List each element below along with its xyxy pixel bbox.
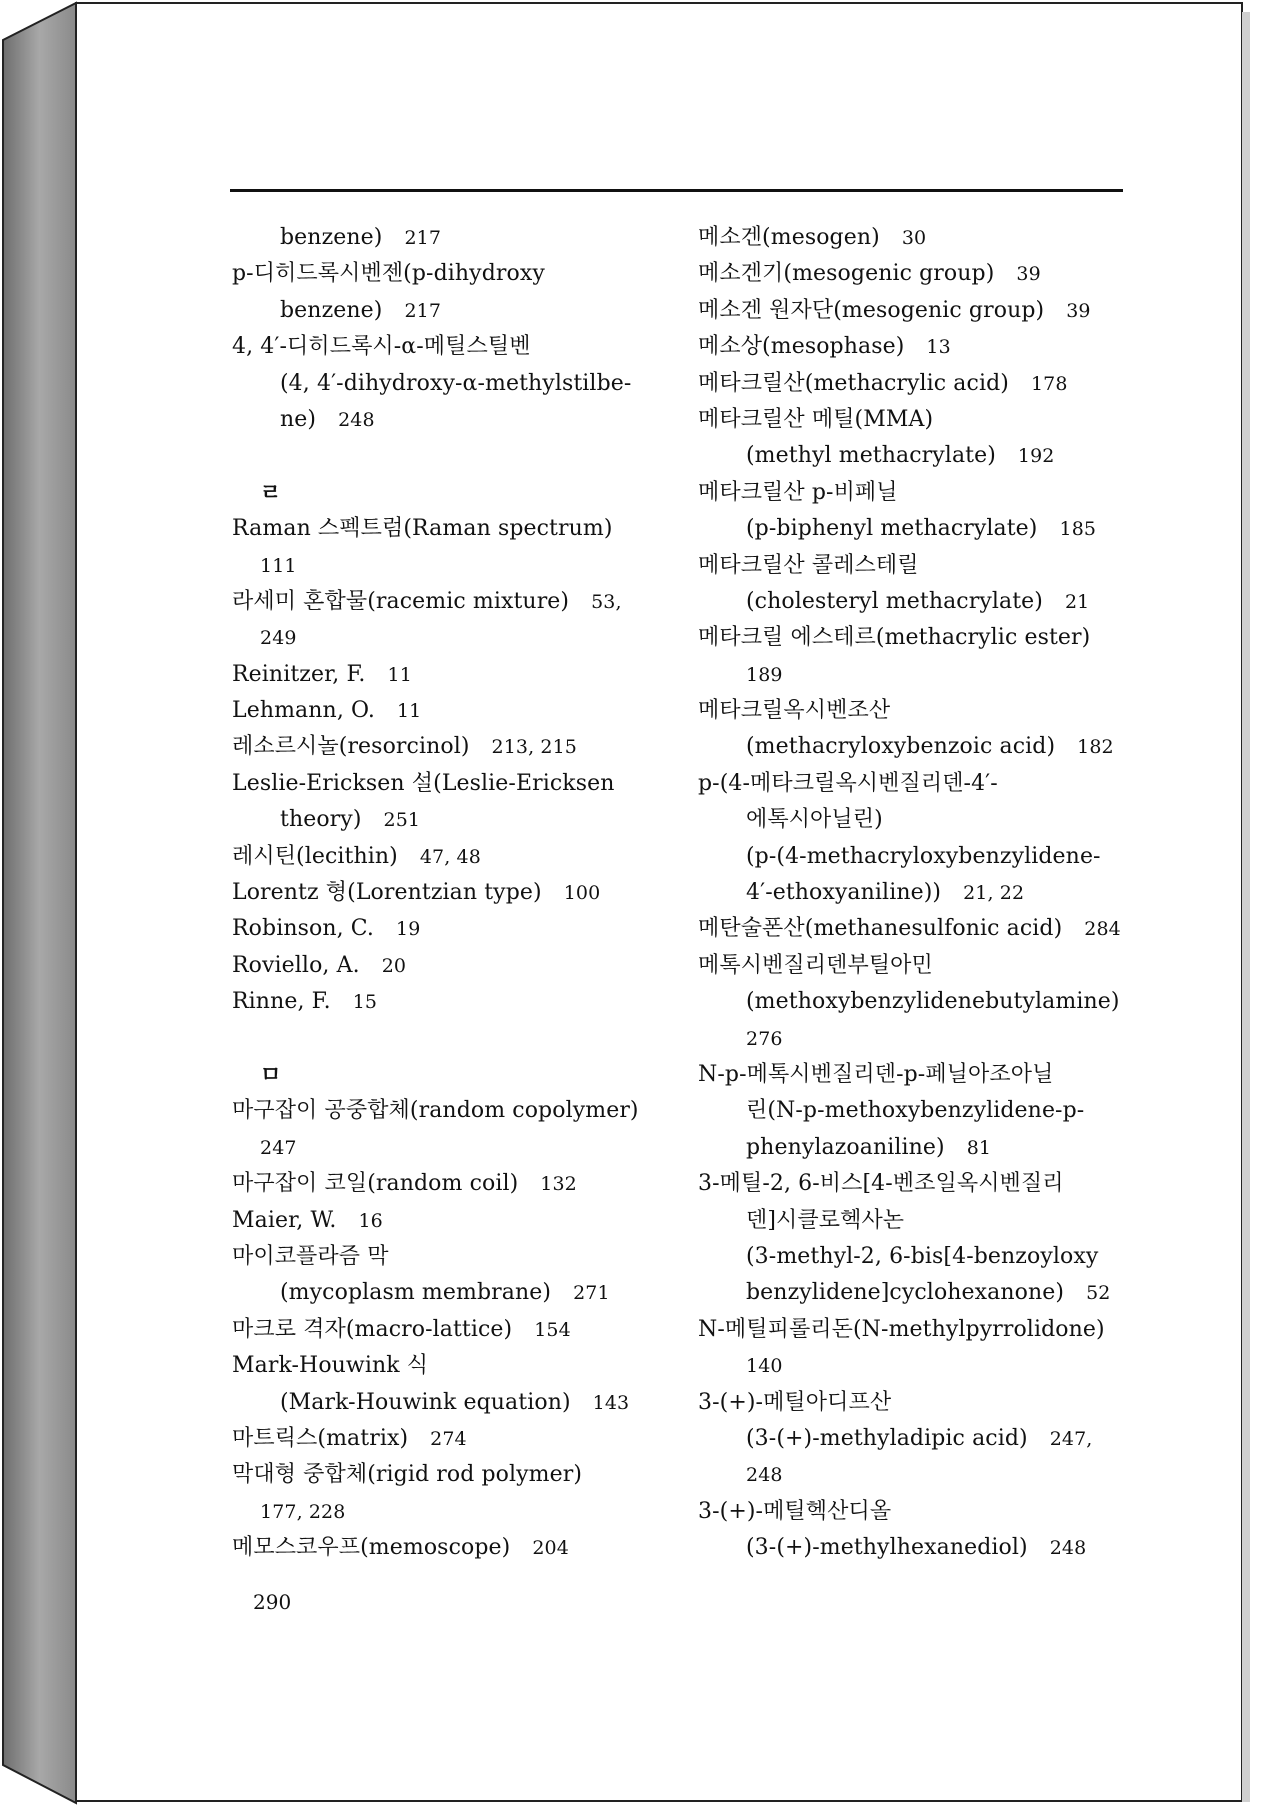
- index-entry: [232, 1239, 682, 1275]
- index-entry: [232, 1494, 682, 1530]
- entry-term: Rinne, F.: [232, 989, 331, 1015]
- entry-term: (4, 4′-dihydroxy-α-methylstilbe-: [280, 370, 632, 396]
- entry-pages: 132: [540, 1173, 577, 1196]
- index-entry: [698, 256, 1128, 292]
- entry-pages: 248: [1049, 1537, 1087, 1560]
- header-rule: [230, 189, 1123, 192]
- index-entry: [232, 584, 682, 620]
- entry-term: Leslie-Ericksen 설(Leslie-Ericksen: [232, 770, 615, 796]
- entry-term: 메소겐 원자단(mesogenic group): [698, 297, 1045, 323]
- index-entry: [698, 766, 1128, 802]
- index-entry: [698, 875, 1128, 911]
- entry-pages: 185: [1059, 518, 1097, 541]
- entry-pages: 11: [396, 700, 422, 723]
- index-entry: [232, 657, 682, 693]
- entry-term: 3-메틸-2, 6-비스[4-벤조일옥시벤질리: [698, 1171, 1064, 1197]
- entry-term: 메타크릴산 메틸(MMA): [698, 406, 934, 432]
- entry-term: 4′-ethoxyaniline)): [746, 880, 942, 906]
- entry-term: (Mark-Houwink equation): [280, 1389, 571, 1415]
- entry-pages: 39: [1066, 299, 1091, 322]
- index-entry: [698, 1130, 1128, 1166]
- entry-pages: 178: [1030, 372, 1068, 395]
- entry-pages: 53,: [591, 590, 622, 613]
- blank-line: [232, 1021, 682, 1057]
- index-entry: [232, 620, 682, 656]
- entry-pages: 21: [1064, 590, 1090, 613]
- entry-term: 에톡시아닐린): [746, 807, 883, 833]
- index-entry: [698, 1530, 1128, 1566]
- entry-term: 메타크릴옥시벤조산: [698, 698, 891, 724]
- index-entry: [232, 1348, 682, 1384]
- index-entry: [232, 1166, 682, 1202]
- index-entry: [698, 220, 1128, 256]
- entry-pages: 217: [404, 227, 442, 249]
- index-entry: [698, 293, 1128, 329]
- index-entry: [232, 948, 682, 984]
- index-entry: [698, 366, 1128, 402]
- index-entry: [698, 1385, 1128, 1421]
- entry-term: 마구잡이 코일(random coil): [232, 1171, 519, 1197]
- entry-pages: 192: [1017, 445, 1055, 468]
- entry-term: (3-(+)-methyladipic acid): [746, 1425, 1028, 1451]
- index-entry: [698, 802, 1128, 838]
- entry-term: 3-(+)-메틸헥산디올: [698, 1498, 892, 1524]
- entry-term: 레소르시놀(resorcinol): [232, 734, 470, 760]
- entry-pages: 52: [1086, 1282, 1111, 1305]
- index-entry: [232, 729, 682, 765]
- section-heading: ㅁ: [260, 1061, 282, 1088]
- index-column-right: [698, 220, 1128, 1566]
- index-entry: [232, 293, 682, 329]
- index-entry: [698, 657, 1128, 693]
- entry-term: Lorentz 형(Lorentzian type): [232, 880, 542, 906]
- entry-term: 라세미 혼합물(racemic mixture): [232, 588, 570, 614]
- entry-term: N-메틸피롤리돈(N-methylpyrrolidone): [698, 1316, 1105, 1342]
- entry-term: Reinitzer, F.: [232, 661, 366, 687]
- entry-term: p-(4-메타크릴옥시벤질리덴-4′-: [698, 770, 998, 796]
- index-entry: [232, 1130, 682, 1166]
- entry-term: 메소겐기(mesogenic group): [698, 261, 995, 287]
- index-entry: [232, 1530, 682, 1566]
- entry-pages: 81: [966, 1136, 992, 1159]
- entry-term: Roviello, A.: [232, 952, 360, 978]
- entry-term: Lehmann, O.: [232, 698, 375, 724]
- section-heading: ㄹ: [260, 479, 282, 506]
- entry-term: 4, 4′-디히드록시-α-메틸스틸벤: [232, 334, 531, 360]
- entry-term: 메모스코우프(memoscope): [232, 1535, 511, 1561]
- index-entry: [698, 1348, 1128, 1384]
- entry-term: 메소상(mesophase): [698, 334, 905, 360]
- entry-term: 메타크릴 에스테르(methacrylic ester): [698, 625, 1091, 651]
- entry-pages: 30: [901, 227, 927, 249]
- index-entry: [232, 1421, 682, 1457]
- index-entry: [232, 839, 682, 875]
- blank-line: [232, 438, 682, 474]
- entry-pages: 111: [260, 554, 297, 577]
- entry-pages: 19: [396, 918, 421, 941]
- index-entry: [698, 329, 1128, 365]
- entry-term: (mycoplasm membrane): [280, 1280, 552, 1306]
- entry-pages: 248: [338, 408, 375, 431]
- index-entry: [232, 766, 682, 802]
- entry-pages: 247,: [1049, 1427, 1093, 1450]
- entry-pages: 20: [381, 954, 407, 977]
- entry-term: (3-methyl-2, 6-bis[4-benzoyloxy: [746, 1243, 1099, 1269]
- index-entry: [232, 329, 682, 365]
- entry-pages: 140: [746, 1355, 783, 1378]
- index-entry: [698, 1021, 1128, 1057]
- entry-term: benzene): [280, 225, 383, 250]
- entry-term: 메소겐(mesogen): [698, 225, 880, 250]
- entry-term: (methacryloxybenzoic acid): [746, 734, 1056, 760]
- entry-pages: 11: [387, 663, 412, 686]
- index-entry: [232, 1093, 682, 1129]
- entry-pages: 251: [383, 809, 421, 832]
- index-entry: [232, 511, 682, 547]
- index-entry: [698, 475, 1128, 511]
- entry-term: N-p-메톡시벤질리덴-p-페닐아조아닐: [698, 1061, 1054, 1087]
- entry-pages: 247: [260, 1136, 297, 1159]
- entry-pages: 182: [1077, 736, 1114, 759]
- entry-pages: 249: [260, 627, 297, 650]
- entry-term: 메타크릴산 콜레스테릴: [698, 552, 919, 578]
- entry-term: Maier, W.: [232, 1207, 337, 1233]
- index-entry: [698, 402, 1128, 438]
- entry-pages: 13: [926, 336, 951, 359]
- index-entry: [698, 1057, 1128, 1093]
- entry-pages: 217: [404, 299, 442, 322]
- entry-pages: 15: [352, 991, 378, 1014]
- index-entry: [698, 1239, 1128, 1275]
- entry-pages: 39: [1016, 263, 1041, 286]
- index-entry: [698, 1203, 1128, 1239]
- entry-term: 마이코플라즘 막: [232, 1243, 389, 1269]
- index-entry: [698, 438, 1128, 474]
- index-column-left: [232, 220, 682, 1566]
- index-entry: [698, 839, 1128, 875]
- entry-term: (methyl methacrylate): [746, 443, 996, 469]
- index-entry: [232, 1312, 682, 1348]
- index-entry: [698, 1166, 1128, 1202]
- index-entry: [698, 511, 1128, 547]
- entry-term: (p-biphenyl methacrylate): [746, 516, 1038, 542]
- index-entry: [232, 1203, 682, 1239]
- index-entry: [698, 693, 1128, 729]
- index-entry: [698, 620, 1128, 656]
- entry-term: Robinson, C.: [232, 916, 375, 942]
- entry-pages: 47, 48: [419, 845, 481, 868]
- entry-term: 메타크릴산(methacrylic acid): [698, 370, 1009, 396]
- index-entry: [232, 1457, 682, 1493]
- index-entry: [232, 402, 682, 438]
- page-number: 290: [253, 1590, 292, 1614]
- index-entry: [698, 911, 1128, 947]
- index-entry: [698, 1275, 1128, 1311]
- entry-term: ne): [280, 406, 317, 432]
- entry-pages: 100: [563, 882, 601, 905]
- index-entry: [698, 1093, 1128, 1129]
- entry-term: 마트릭스(matrix): [232, 1425, 409, 1451]
- entry-pages: 16: [358, 1209, 383, 1232]
- index-entry: [232, 911, 682, 947]
- entry-term: 마구잡이 공중합체(random copolymer): [232, 1098, 639, 1124]
- index-entry: [232, 693, 682, 729]
- entry-pages: 276: [746, 1027, 783, 1050]
- entry-term: 메톡시벤질리덴부틸아민: [698, 952, 933, 978]
- entry-pages: 271: [573, 1282, 610, 1305]
- index-entry: [232, 1275, 682, 1311]
- index-entry: [698, 1421, 1128, 1457]
- entry-term: 덴]시클로헥사논: [746, 1207, 905, 1233]
- entry-term: Mark-Houwink 식: [232, 1353, 429, 1379]
- index-entry: [698, 1457, 1128, 1493]
- index-entry: [232, 256, 682, 292]
- entry-term: 레시틴(lecithin): [232, 843, 398, 869]
- entry-term: (methoxybenzylidenebutylamine): [746, 989, 1120, 1015]
- index-entry: [698, 729, 1128, 765]
- entry-term: theory): [280, 807, 362, 833]
- index-entry: [698, 984, 1128, 1020]
- entry-pages: 189: [746, 663, 783, 686]
- entry-term: 린(N-p-methoxybenzylidene-p-: [746, 1098, 1085, 1124]
- entry-pages: 154: [534, 1318, 571, 1341]
- entry-pages: 274: [430, 1427, 467, 1450]
- entry-term: benzylidene]cyclohexanone): [746, 1280, 1065, 1306]
- entry-term: 마크로 격자(macro-lattice): [232, 1316, 513, 1342]
- entry-term: 메타크릴산 p-비페닐: [698, 479, 898, 505]
- index-entry: [698, 1494, 1128, 1530]
- index-entry: [698, 548, 1128, 584]
- index-entry: [232, 984, 682, 1020]
- entry-term: 막대형 중합체(rigid rod polymer): [232, 1462, 583, 1488]
- entry-pages: 213, 215: [491, 736, 577, 759]
- entry-term: 3-(+)-메틸아디프산: [698, 1389, 892, 1415]
- index-entry: [698, 584, 1128, 620]
- index-entry: [232, 548, 682, 584]
- entry-pages: 177, 228: [260, 1500, 346, 1523]
- entry-term: Raman 스펙트럼(Raman spectrum): [232, 516, 613, 542]
- entry-pages: 143: [592, 1391, 630, 1414]
- index-entry: [232, 220, 682, 256]
- index-entry: [232, 875, 682, 911]
- entry-term: benzene): [280, 297, 383, 323]
- entry-term: phenylazoaniline): [746, 1134, 945, 1160]
- index-entry: [698, 1312, 1128, 1348]
- entry-term: (cholesteryl methacrylate): [746, 588, 1043, 614]
- index-entry: [232, 366, 682, 402]
- entry-pages: 204: [532, 1537, 569, 1560]
- index-entry: [232, 802, 682, 838]
- entry-term: (p-(4-methacryloxybenzylidene-: [746, 843, 1101, 869]
- entry-pages: 21, 22: [963, 882, 1025, 905]
- index-entry: [698, 948, 1128, 984]
- entry-term: (3-(+)-methylhexanediol): [746, 1535, 1028, 1561]
- entry-term: p-디히드록시벤젠(p-dihydroxy: [232, 261, 545, 287]
- entry-pages: 284: [1084, 918, 1121, 941]
- index-entry: [232, 1385, 682, 1421]
- entry-pages: 248: [746, 1464, 783, 1487]
- entry-term: 메탄술폰산(methanesulfonic acid): [698, 916, 1063, 942]
